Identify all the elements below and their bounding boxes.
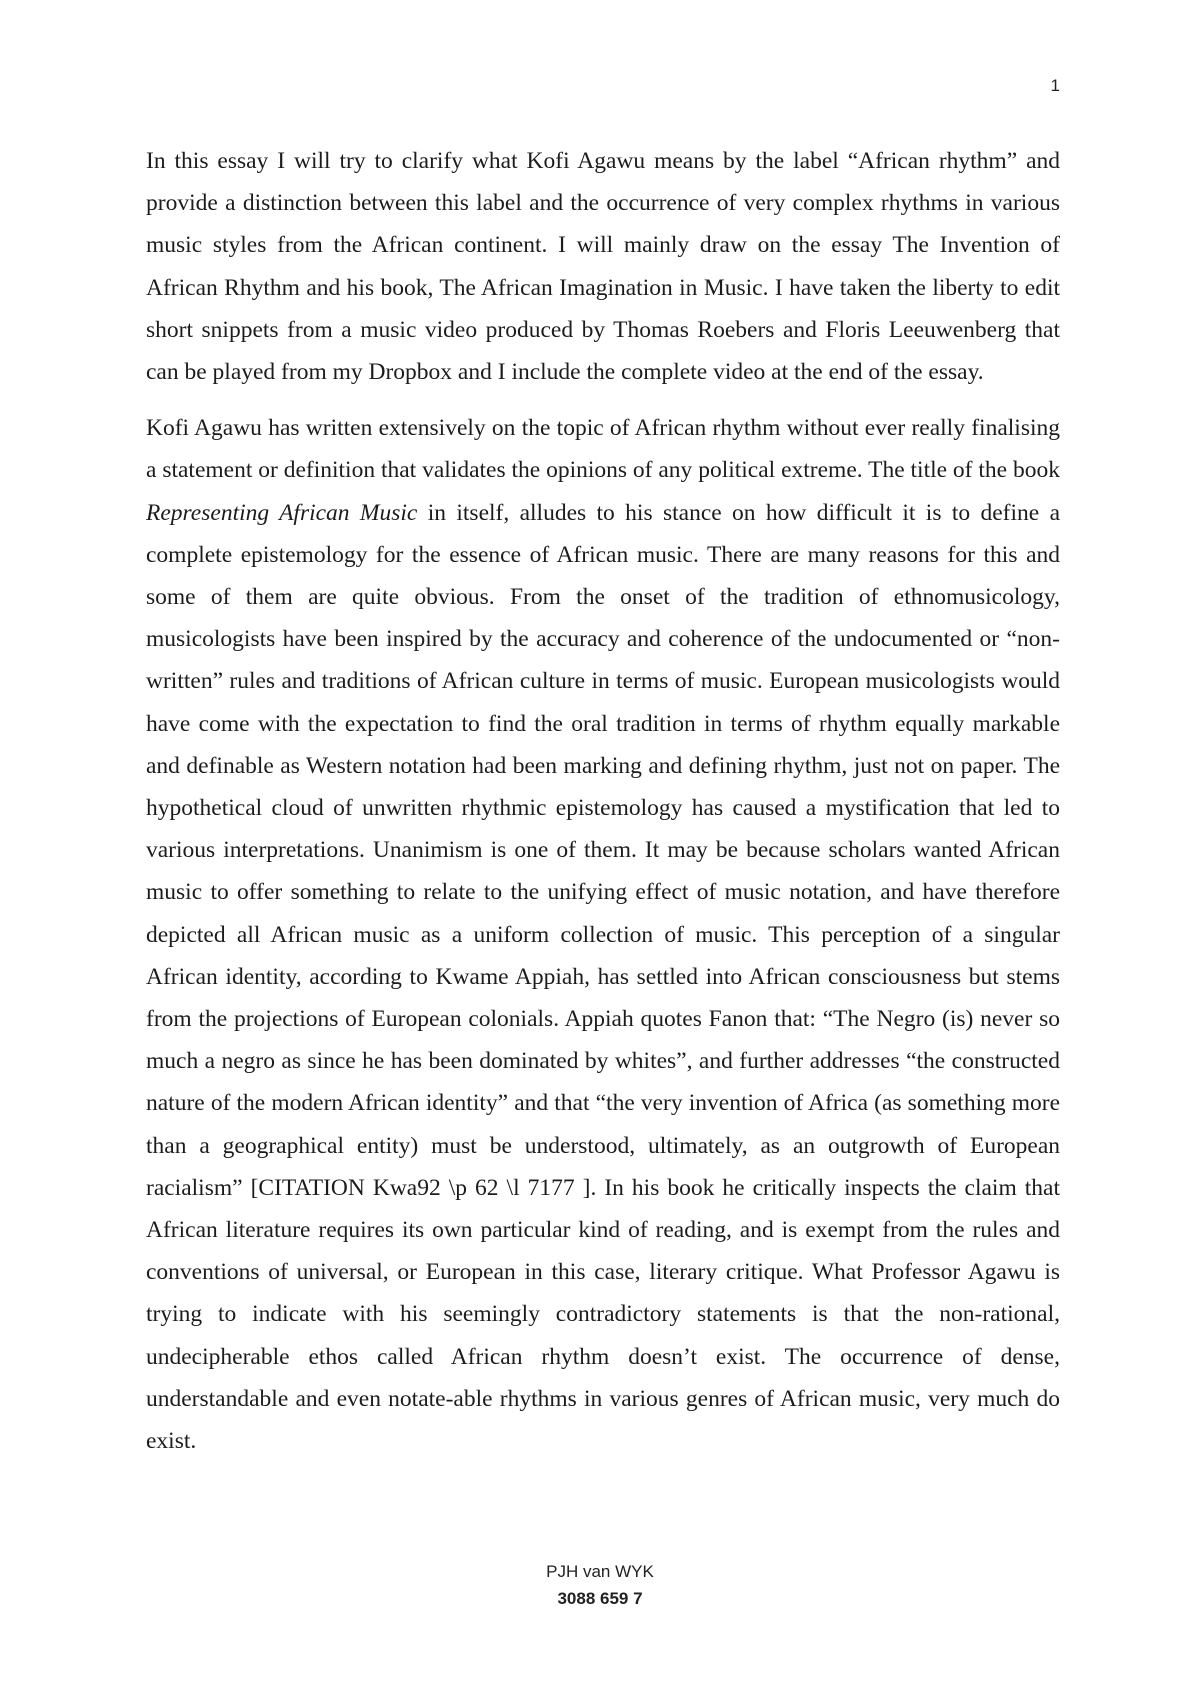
paragraph-main xyxy=(146,407,1060,1462)
paragraph-intro: In this essay I will try to clarify what Kofi Agawu means by the label “African rhythm” and provide a distinction between this label and the occurrence of very complex rhythms in various music styles from the African continent. I will mainly draw on the essay The Invention of African Rhythm and his book, The African Imagination in Music. I have taken the liberty to edit short snippets from a music video produced by Thomas Roebers and Floris Leeuwenberg that can be played from my Dropbox and I include the complete video at the end of the essay. xyxy=(146,148,1060,386)
paragraph-main-start: Kofi Agawu has written extensively on the topic of African rhythm without ever really finalising a statement or definition that validates the opinions of any political extreme. The title of the book xyxy=(146,415,1060,484)
page-number: 1 xyxy=(1050,76,1060,95)
page-footer xyxy=(0,1558,1200,1612)
book-title-italic: Representing African Music xyxy=(146,499,418,526)
footer-author: PJH van WYK xyxy=(546,1562,654,1581)
essay-body xyxy=(146,140,1060,1462)
paragraph-main-rest: in itself, alludes to his stance on how difficult it is to define a complete epistemology for the essence of African music. There are many reasons for this and some of them are quite obvious. From the onset of the tradition of ethnomusicology, musicologists have been inspired by the accuracy and coherence of the undocumented or “non-written” rules and traditions of African culture in terms of music. European musicologists would have come with the expectation to find the oral tradition in terms of rhythm equally markable and definable as Western notation had been marking and defining rhythm, just not on paper. The hypothetical cloud of unwritten rhythmic epistemology has caused a mystification that led to various interpretations. Unanimism is one of them. It may be because scholars wanted African music to offer something to relate to the unifying effect of music notation, and have therefore depicted all African music as a uniform collection of music. This perception of a singular African identity, according to Kwame Appiah, has settled into African consciousness but stems from the projections of European colonials. Appiah quotes Fanon that: “The Negro (is) never so much a negro as since he has been dominated by whites”, and further addresses “the constructed nature of the modern African identity” and that “the very invention of Africa (as something more than a geographical entity) must be understood, ultimately, as an outgrowth of European racialism” [CITATION Kwa92 \p 62 \l 7177 ]. In his book he critically inspects the claim that African literature requires its own particular kind of reading, and is exempt from the rules and conventions of universal, or European in this case, literary critique. What Professor Agawu is trying to indicate with his seemingly contradictory statements is that the non-rational, undecipherable ethos called African rhythm doesn’t exist. The occurrence of dense, understandable and even notate-able rhythms in various genres of African music, very much do exist. xyxy=(146,499,1061,1455)
footer-student-number: 3088 659 7 xyxy=(557,1589,643,1608)
